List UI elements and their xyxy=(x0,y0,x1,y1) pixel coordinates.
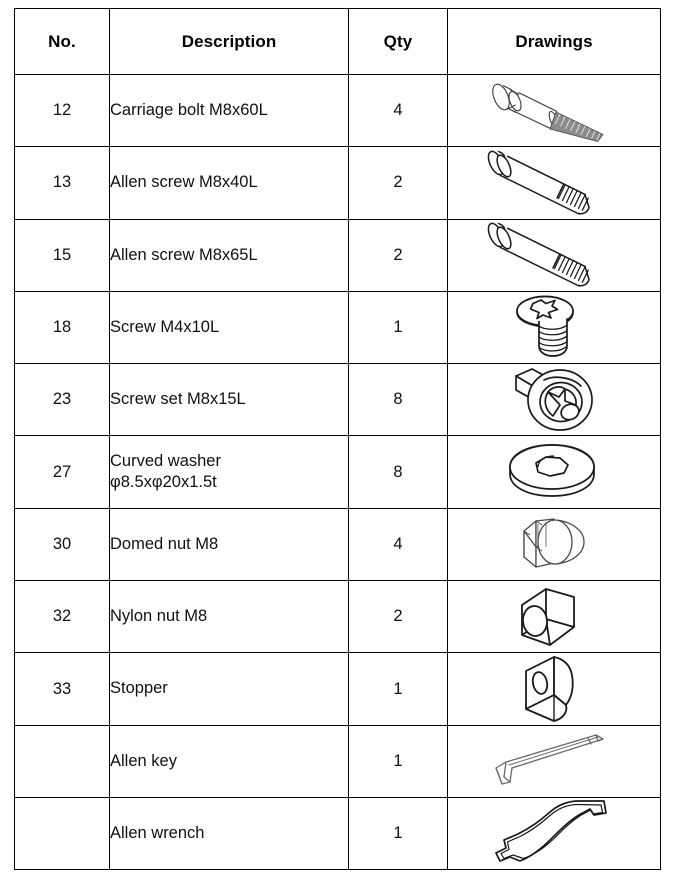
allen-key-icon xyxy=(448,726,660,796)
cell-description xyxy=(110,75,349,147)
cell-no xyxy=(15,725,110,797)
table-row xyxy=(15,653,661,725)
table-row xyxy=(15,581,661,653)
phillips-screw-icon xyxy=(448,293,660,363)
description-line-2: φ8.5xφ20x1.5t xyxy=(110,473,217,492)
cell-no: 32 xyxy=(15,581,110,653)
cell-qty: 1 xyxy=(349,291,448,363)
cell-qty: 1 xyxy=(349,725,448,797)
cell-drawing xyxy=(448,291,661,363)
table-row xyxy=(15,797,661,869)
cell-qty: 2 xyxy=(349,147,448,219)
cell-no: 27 xyxy=(15,436,110,508)
description-line-1: Nylon nut M8 xyxy=(110,607,208,625)
cell-description xyxy=(110,291,349,363)
parts-list-table xyxy=(14,8,661,870)
description-line-1: Allen screw M8x40L xyxy=(110,173,258,192)
table-row xyxy=(15,436,661,508)
cell-qty: 8 xyxy=(349,364,448,436)
parts-list-table-container xyxy=(14,8,660,869)
domed-nut-icon xyxy=(448,509,660,579)
column-header-no: No. xyxy=(15,9,110,75)
table-header-row xyxy=(15,9,661,75)
table-row xyxy=(15,291,661,363)
cell-drawing xyxy=(448,436,661,508)
table-row xyxy=(15,725,661,797)
cell-drawing xyxy=(448,797,661,869)
cell-drawing xyxy=(448,219,661,291)
cell-qty: 2 xyxy=(349,219,448,291)
cell-no: 13 xyxy=(15,147,110,219)
description-line-1: Allen key xyxy=(110,751,177,770)
description-line-1: Curved washer xyxy=(110,451,221,470)
table-header xyxy=(15,9,661,75)
cell-drawing xyxy=(448,725,661,797)
cell-drawing xyxy=(448,364,661,436)
description-line-1: Carriage bolt M8x60L xyxy=(110,100,268,119)
description-line-1: Screw M4x10L xyxy=(110,317,220,336)
cell-qty: 4 xyxy=(349,75,448,147)
curved-washer-icon xyxy=(448,437,660,507)
carriage-bolt-icon xyxy=(448,76,660,146)
cell-description xyxy=(110,436,349,508)
cell-qty: 1 xyxy=(349,797,448,869)
description-line-1: Screw set M8x15L xyxy=(110,390,246,409)
cell-drawing xyxy=(448,581,661,653)
table-body xyxy=(15,75,661,870)
description-line-1: Allen wrench xyxy=(110,823,205,842)
cell-no: 18 xyxy=(15,291,110,363)
nylon-nut-icon xyxy=(448,582,660,652)
cell-no: 12 xyxy=(15,75,110,147)
cell-description xyxy=(110,364,349,436)
cell-drawing xyxy=(448,75,661,147)
cell-no: 23 xyxy=(15,364,110,436)
table-row xyxy=(15,219,661,291)
cell-no: 33 xyxy=(15,653,110,725)
cell-description xyxy=(110,725,349,797)
cell-no: 30 xyxy=(15,508,110,580)
stopper-icon xyxy=(448,654,660,724)
table-row xyxy=(15,364,661,436)
cell-no: 15 xyxy=(15,219,110,291)
column-header-qty: Qty xyxy=(349,9,448,75)
allen-screw-40-icon xyxy=(448,148,660,218)
description-line-1: Domed nut M8 xyxy=(110,534,219,553)
table-row xyxy=(15,508,661,580)
cell-description xyxy=(110,653,349,725)
cell-no xyxy=(15,797,110,869)
cell-qty: 8 xyxy=(349,436,448,508)
table-row xyxy=(15,147,661,219)
table-row xyxy=(15,75,661,147)
description-line-1: Allen screw M8x65L xyxy=(110,245,258,264)
cell-qty: 1 xyxy=(349,653,448,725)
cell-description xyxy=(110,508,349,580)
cell-description xyxy=(110,219,349,291)
cell-drawing xyxy=(448,147,661,219)
cell-qty: 4 xyxy=(349,508,448,580)
cell-drawing xyxy=(448,653,661,725)
screw-set-icon xyxy=(448,365,660,435)
cell-drawing xyxy=(448,508,661,580)
cell-description xyxy=(110,797,349,869)
cell-description xyxy=(110,581,349,653)
allen-wrench-icon xyxy=(448,799,660,869)
column-header-drawings: Drawings xyxy=(448,9,661,75)
description-line-1: Stopper xyxy=(110,679,168,698)
allen-screw-65-icon xyxy=(448,220,660,290)
cell-description xyxy=(110,147,349,219)
cell-qty: 2 xyxy=(349,581,448,653)
column-header-description: Description xyxy=(110,9,349,75)
